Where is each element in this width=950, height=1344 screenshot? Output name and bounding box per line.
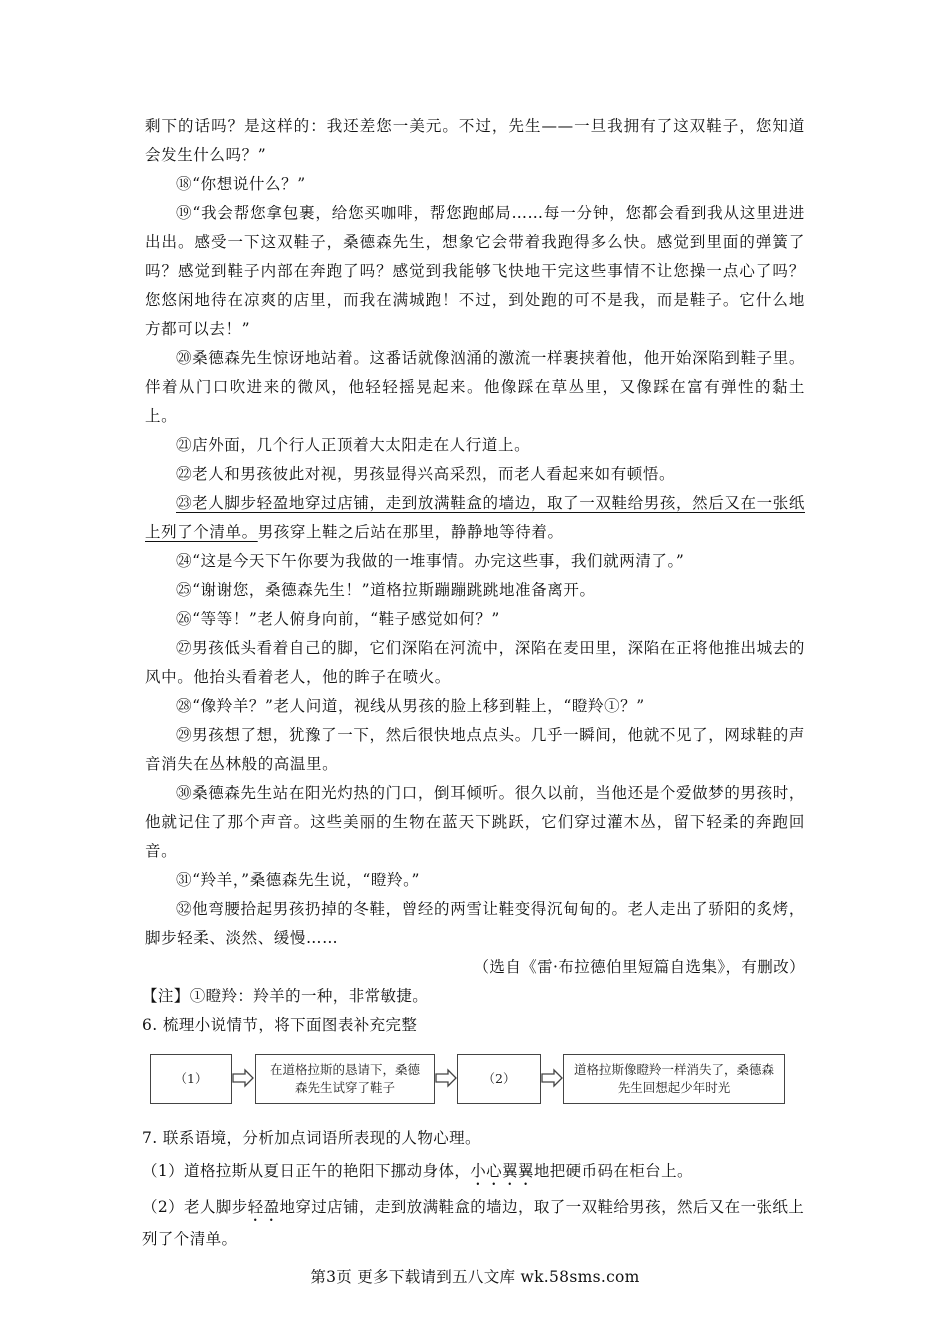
- dotted-word: 小心翼翼: [470, 1162, 534, 1180]
- question-6-prompt: 6. 梳理小说情节，将下面图表补充完整: [142, 1016, 418, 1034]
- paragraph-19: ⑲“我会帮您拿包裹，给您买咖啡，帮您跑邮局……每一分钟，您都会看到我从这里进进出出。感受一下这双鞋子，桑德森先生，想象它会带着我跑得多么快。感觉到里面的弹簧了吗？感觉到鞋子内部在奔跑了吗？感觉到我能够飞快地干完这些事情不让您操一点心了吗？您悠闲地待在凉爽的店里，而我在满城跑！不过，到处跑的可不是我，而是鞋子。它什么地方都可以去！”: [145, 204, 805, 338]
- paragraph-21: ㉑店外面，几个行人正顶着大太阳走在人行道上。: [176, 436, 531, 454]
- question-7-item-1: （1）道格拉斯从夏日正午的艳阳下挪动身体，小心翼翼地把硬币码在柜台上。: [142, 1162, 693, 1180]
- paragraph-17-continued: 剩下的话吗？是这样的：我还差您一美元。不过，先生——一旦我拥有了这双鞋子，您知道会发生什么吗？”: [145, 117, 805, 164]
- paragraph-28: ㉘“像羚羊？”老人问道，视线从男孩的脸上移到鞋上，“瞪羚①？”: [176, 697, 645, 715]
- paragraph-27: ㉗男孩低头看着自己的脚，它们深陷在河流中，深陷在麦田里，深陷在正将他推出城去的风中。他抬头看着老人，他的眸子在喷火。: [145, 639, 805, 686]
- arrow-icon: [541, 1068, 563, 1088]
- paragraph-23: [145, 489, 805, 547]
- document-body: [142, 112, 805, 1254]
- arrow-icon: [232, 1068, 254, 1088]
- paragraph-31: ㉛“羚羊，”桑德森先生说，“瞪羚。”: [176, 871, 420, 889]
- plot-flowchart: [145, 1048, 805, 1112]
- paragraph-32: ㉜他弯腰拾起男孩扔掉的冬鞋，曾经的两雪让鞋变得沉甸甸的。老人走出了骄阳的炙烤，脚步轻柔、淡然、缓慢……: [145, 900, 805, 947]
- flow-box-1: （1）: [150, 1054, 232, 1104]
- dotted-word: 轻盈: [247, 1198, 280, 1216]
- flow-box-4: 道格拉斯像瞪羚一样消失了，桑德森先生回想起少年时光: [563, 1054, 785, 1104]
- flow-box-3: （2）: [457, 1054, 541, 1104]
- underlined-sentence: ㉓老人脚步轻盈地穿过店铺，走到放满鞋盒的墙边，取了一双鞋给男孩，然后又在一张纸上列了个清单。: [145, 494, 805, 541]
- paragraph-20: ⑳桑德森先生惊讶地站着。这番话就像汹涌的激流一样裹挟着他，他开始深陷到鞋子里。伴着从门口吹进来的微风，他轻轻摇晃起来。他像踩在草丛里，又像踩在富有弹性的黏土上。: [145, 349, 805, 425]
- page-footer: 第3页 更多下载请到五八文库 wk.58sms.com: [310, 1268, 640, 1286]
- paragraph-30: ㉚桑德森先生站在阳光灼热的门口，倒耳倾听。很久以前，当他还是个爱做梦的男孩时，他就记住了那个声音。这些美丽的生物在蓝天下跳跃，它们穿过灌木丛，留下轻柔的奔跑回音。: [145, 784, 805, 860]
- question-7-prompt: 7. 联系语境，分析加点词语所表现的人物心理。: [142, 1129, 481, 1147]
- paragraph-24: ㉔“这是今天下午你要为我做的一堆事情。办完这些事，我们就两清了。”: [176, 552, 685, 570]
- footnote: 【注】①瞪羚：羚羊的一种，非常敏捷。: [142, 987, 429, 1005]
- paragraph-25: ㉕“谢谢您，桑德森先生！”道格拉斯蹦蹦跳跳地准备离开。: [176, 581, 596, 599]
- paragraph-26: ㉖“等等！”老人俯身向前，“鞋子感觉如何？”: [176, 610, 500, 628]
- paragraph-22: ㉒老人和男孩彼此对视，男孩显得兴高采烈，而老人看起来如有顿悟。: [176, 465, 676, 483]
- question-7-item-2: （2）老人脚步轻盈地穿过店铺，走到放满鞋盒的墙边，取了一双鞋给男孩，然后又在一张纸上列了个清单。: [142, 1198, 805, 1248]
- arrow-icon: [435, 1068, 457, 1088]
- paragraph-29: ㉙男孩想了想，犹豫了一下，然后很快地点点头。几乎一瞬间，他就不见了，网球鞋的声音消失在丛林般的高温里。: [145, 726, 805, 773]
- source-citation: （选自《雷·布拉德伯里短篇自选集》，有删改）: [473, 958, 805, 976]
- flow-box-2: 在道格拉斯的恳请下，桑德森先生试穿了鞋子: [255, 1054, 435, 1104]
- paragraph-18: ⑱“你想说什么？”: [176, 175, 306, 193]
- paragraph-23-rest: 男孩穿上鞋之后站在那里，静静地等待着。: [257, 523, 564, 541]
